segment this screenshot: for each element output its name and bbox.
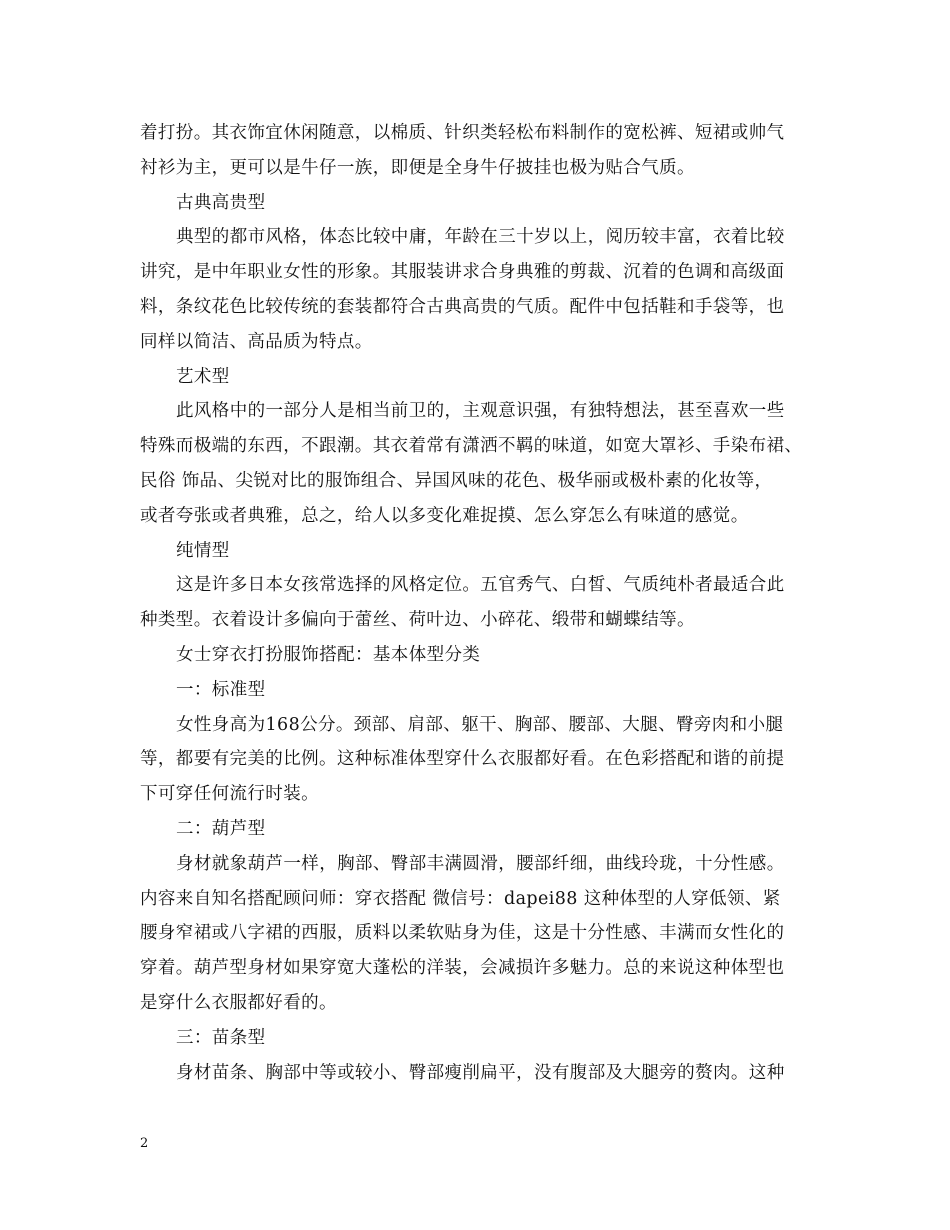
text-line: 身材苗条、胸部中等或较小、臀部瘦削扁平，没有腹部及大腿旁的赘肉。这种 xyxy=(176,1062,785,1083)
text-line: 内容来自知名搭配顾问师：穿衣搭配 微信号：dapei88 这种体型的人穿低领、紧 xyxy=(140,888,781,909)
text-line: 等，都要有完美的比例。这种标准体型穿什么衣服都好看。在色彩搭配和谐的前提 xyxy=(140,749,785,770)
text-line: 特殊而极端的东西，不跟潮。其衣着常有潇洒不羁的味道，如宽大罩衫、手染布裙、 xyxy=(140,436,803,457)
text-line: 女性身高为168公分。颈部、肩部、躯干、胸部、腰部、大腿、臀旁肉和小腿 xyxy=(176,714,784,735)
text-line: 身材就象葫芦一样，胸部、臀部丰满圆滑，腰部纤细，曲线玲珑，十分性感。 xyxy=(176,853,785,874)
text-line: 着打扮。其衣饰宜休闲随意，以棉质、针织类轻松布料制作的宽松裤、短裙或帅气 xyxy=(140,123,785,143)
text-line: 二：葫芦型 xyxy=(176,818,266,839)
text-line: 腰身窄裙或八字裙的西服，质料以柔软贴身为佳，这是十分性感、丰满而女性化的 xyxy=(140,923,785,944)
body-text xyxy=(140,116,830,1090)
text-line: 此风格中的一部分人是相当前卫的，主观意识强，有独特想法，甚至喜欢一些 xyxy=(176,401,785,422)
text-line: 古典高贵型 xyxy=(176,192,266,213)
text-line: 民俗 饰品、尖锐对比的服饰组合、异国风味的花色、极华丽或极朴素的化妆等， xyxy=(140,470,773,491)
text-line: 这是许多日本女孩常选择的风格定位。五官秀气、白皙、气质纯朴者最适合此 xyxy=(176,575,785,596)
page-number: 2 xyxy=(140,1136,149,1151)
text-line: 种类型。衣着设计多偏向于蕾丝、荷叶边、小碎花、缎带和蝴蝶结等。 xyxy=(140,610,695,631)
text-line: 讲究，是中年职业女性的形象。其服装讲求合身典雅的剪裁、沉着的色调和高级面 xyxy=(140,262,785,283)
text-line: 穿着。葫芦型身材如果穿宽大蓬松的洋装，会减损许多魅力。总的来说这种体型也 xyxy=(140,958,785,979)
text-line: 是穿什么衣服都好看的。 xyxy=(140,992,337,1013)
text-line: 典型的都市风格，体态比较中庸，年龄在三十岁以上，阅历较丰富，衣着比较 xyxy=(176,227,785,248)
text-line: 或者夸张或者典雅，总之，给人以多变化难捉摸、怎么穿怎么有味道的感觉。 xyxy=(140,505,749,526)
text-line: 女士穿衣打扮服饰搭配：基本体型分类 xyxy=(176,644,481,665)
text-line: 同样以简洁、高品质为特点。 xyxy=(140,331,373,352)
text-line: 料，条纹花色比较传统的套装都符合古典高贵的气质。配件中包括鞋和手袋等，也 xyxy=(140,296,785,317)
text-line: 衬衫为主，更可以是牛仔一族，即便是全身牛仔披挂也极为贴合气质。 xyxy=(140,157,695,178)
text-line: 下可穿任何流行时装。 xyxy=(140,784,319,805)
text-line: 一：标准型 xyxy=(176,679,266,700)
text-line: 三：苗条型 xyxy=(176,1027,266,1048)
text-line: 纯情型 xyxy=(176,540,230,561)
text-line: 艺术型 xyxy=(176,366,230,387)
